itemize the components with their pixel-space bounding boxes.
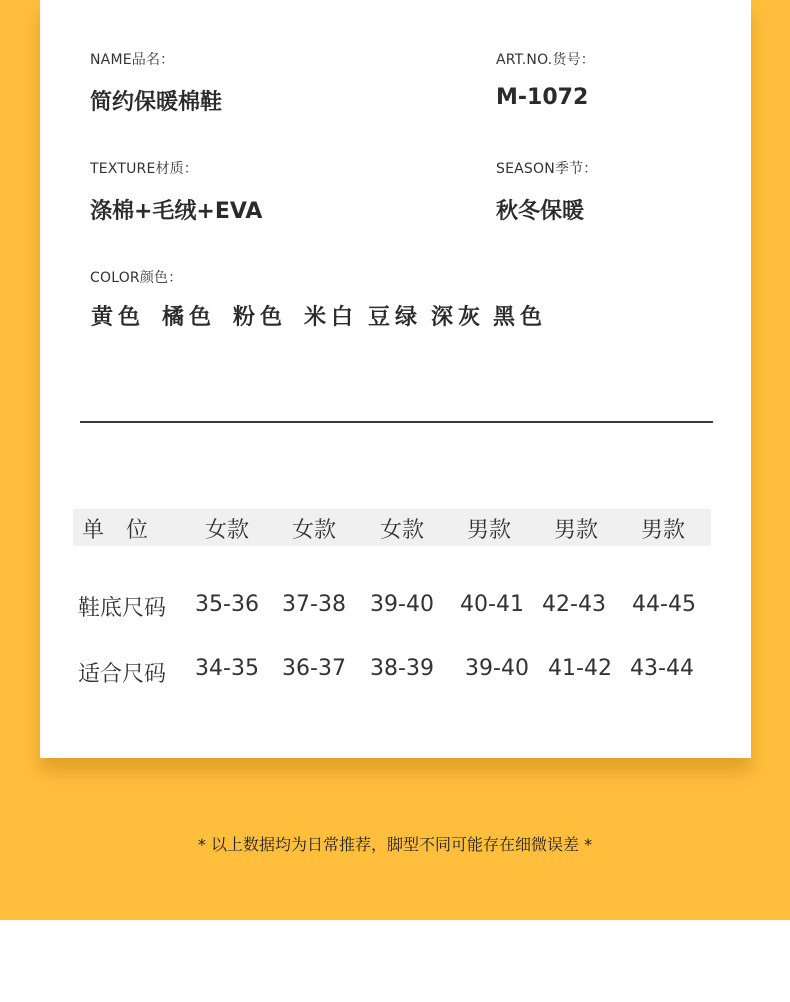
row-label-sole-size: 鞋底尺码: [78, 596, 167, 621]
color-option: 豆绿: [368, 305, 423, 330]
color-option: 米白: [304, 305, 359, 330]
table-cell: 34-35: [195, 656, 259, 681]
color-option: 橘色: [162, 305, 217, 330]
table-cell: 38-39: [370, 656, 434, 681]
table-cell: 36-37: [282, 656, 346, 681]
color-option: 黑色: [493, 305, 548, 330]
row-label-fit-size: 适合尺码: [78, 662, 167, 687]
art-number-label: ART.NO.货号：: [496, 52, 596, 68]
table-cell: 37-38: [282, 592, 346, 617]
table-header-men: 男款: [466, 518, 511, 543]
texture-value: 涤棉+毛绒+EVA: [90, 199, 263, 224]
table-cell: 39-40: [370, 592, 434, 617]
table-cell: 39-40: [465, 656, 529, 681]
name-label: NAME品名：: [90, 52, 175, 68]
table-cell: 44-45: [632, 592, 696, 617]
table-header-women: 女款: [291, 518, 336, 543]
footnote: * 以上数据均为日常推荐，脚型不同可能存在细微误差 *: [197, 835, 593, 854]
texture-label: TEXTURE材质：: [90, 161, 199, 177]
name-value: 简约保暖棉鞋: [90, 90, 223, 115]
color-option: 黄色: [91, 305, 146, 330]
table-header-unit: 单 位: [82, 518, 149, 543]
table-header-men: 男款: [640, 518, 685, 543]
color-option: 深灰: [431, 305, 486, 330]
table-header-women: 女款: [204, 518, 249, 543]
table-cell: 42-43: [542, 592, 606, 617]
product-info-card: [40, 0, 751, 758]
art-number-value: M-1072: [496, 85, 589, 110]
color-option: 粉色: [233, 305, 288, 330]
table-cell: 41-42: [548, 656, 612, 681]
table-cell: 40-41: [460, 592, 524, 617]
season-label: SEASON季节：: [496, 161, 598, 177]
color-label: COLOR颜色：: [90, 270, 183, 286]
table-header-women: 女款: [379, 518, 424, 543]
season-value: 秋冬保暖: [496, 199, 585, 224]
section-divider: [80, 421, 713, 423]
table-header-men: 男款: [553, 518, 598, 543]
table-cell: 43-44: [630, 656, 694, 681]
table-cell: 35-36: [195, 592, 259, 617]
